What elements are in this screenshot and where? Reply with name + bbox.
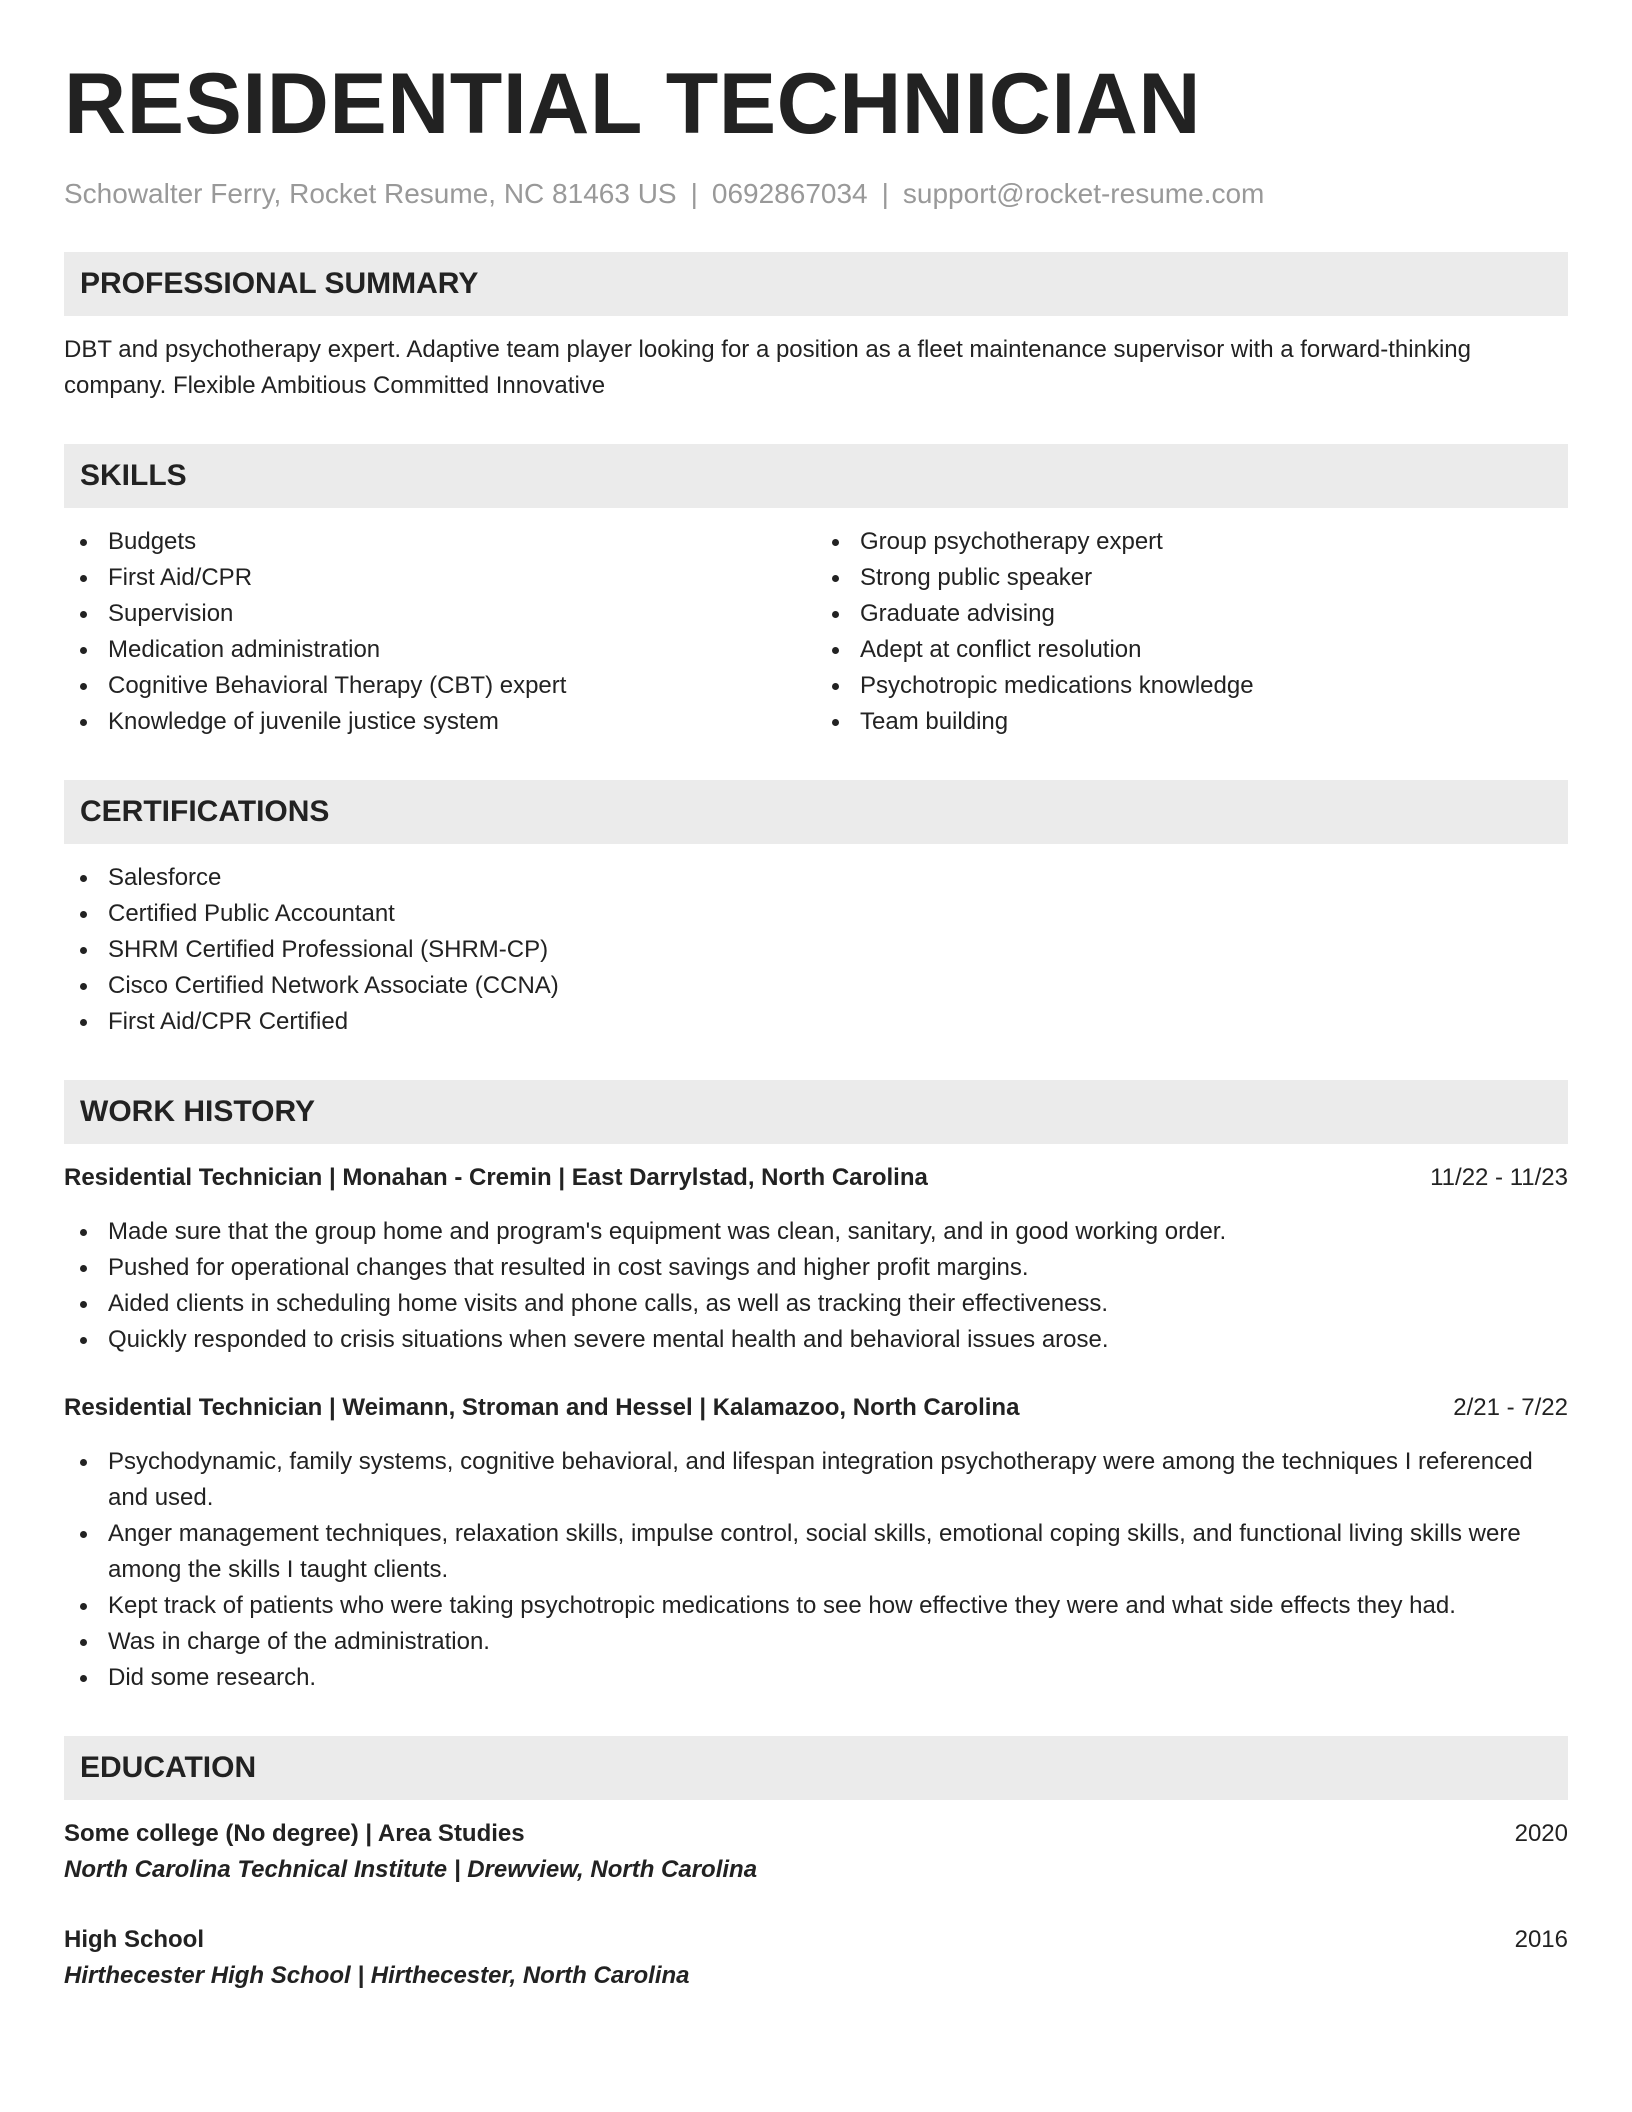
- job-bullets: [64, 1214, 1568, 1358]
- contact-address: Schowalter Ferry, Rocket Resume, NC 81463 US: [64, 178, 677, 209]
- certification-item: First Aid/CPR Certified: [64, 1004, 1568, 1040]
- job-entry: [64, 1160, 1568, 1358]
- certifications-section-title: CERTIFICATIONS: [64, 780, 1568, 844]
- certification-item: Salesforce: [64, 860, 1568, 896]
- skill-item: Psychotropic medications knowledge: [816, 668, 1568, 704]
- skill-item: Group psychotherapy expert: [816, 524, 1568, 560]
- skill-item: Budgets: [64, 524, 816, 560]
- skill-item: Adept at conflict resolution: [816, 632, 1568, 668]
- certifications-list: [64, 860, 1568, 1040]
- job-bullet: Was in charge of the administration.: [64, 1624, 1568, 1660]
- job-header: [64, 1390, 1568, 1426]
- job-dates: 11/22 - 11/23: [1430, 1164, 1568, 1191]
- job-bullet: Made sure that the group home and program's equipment was clean, sanitary, and in good working order.: [64, 1214, 1568, 1250]
- contact-separator: |: [881, 178, 889, 209]
- education-header: [64, 1922, 1568, 1958]
- certification-item: Certified Public Accountant: [64, 896, 1568, 932]
- skill-item: Knowledge of juvenile justice system: [64, 704, 816, 740]
- skills-grid: [64, 524, 1568, 740]
- skills-section-title: SKILLS: [64, 444, 1568, 508]
- skill-item: Team building: [816, 704, 1568, 740]
- job-entry: [64, 1390, 1568, 1696]
- education-entry: [64, 1816, 1568, 1888]
- summary-section-title: PROFESSIONAL SUMMARY: [64, 252, 1568, 316]
- contact-email: support@rocket-resume.com: [902, 178, 1265, 209]
- job-bullets: [64, 1444, 1568, 1696]
- job-bullet: Pushed for operational changes that resulted in cost savings and higher profit margins.: [64, 1250, 1568, 1286]
- summary-text: DBT and psychotherapy expert. Adaptive team player looking for a position as a fleet maintenance supervisor with a forward-thinking company. Flexible Ambitious Committed Innovative: [64, 336, 1471, 399]
- job-bullet: Did some research.: [64, 1660, 1568, 1696]
- education-school: Hirthecester High School | Hirthecester, North Carolina: [64, 1962, 690, 1989]
- education-year: 2016: [1514, 1926, 1568, 1953]
- skill-item: Cognitive Behavioral Therapy (CBT) expert: [64, 668, 816, 704]
- job-bullet: Aided clients in scheduling home visits and phone calls, as well as tracking their effectiveness.: [64, 1286, 1568, 1322]
- skill-item: First Aid/CPR: [64, 560, 816, 596]
- certification-item: SHRM Certified Professional (SHRM-CP): [64, 932, 1568, 968]
- job-title: Residential Technician | Weimann, Stroman and Hessel | Kalamazoo, North Carolina: [64, 1394, 1020, 1421]
- education-entry: [64, 1922, 1568, 1994]
- skills-list-right: [816, 524, 1568, 740]
- job-bullet: Quickly responded to crisis situations when severe mental health and behavioral issues arose.: [64, 1322, 1568, 1358]
- education-degree: High School: [64, 1926, 204, 1953]
- education-section-title: EDUCATION: [64, 1736, 1568, 1800]
- candidate-name: RESIDENTIAL TECHNICIAN: [64, 56, 1202, 152]
- contact-line: [64, 176, 1568, 212]
- job-dates: 2/21 - 7/22: [1453, 1394, 1568, 1421]
- contact-phone: 0692867034: [711, 178, 868, 209]
- skills-list-left: [64, 524, 816, 740]
- education-school: North Carolina Technical Institute | Drewview, North Carolina: [64, 1856, 758, 1883]
- skill-item: Medication administration: [64, 632, 816, 668]
- education-degree: Some college (No degree) | Area Studies: [64, 1820, 525, 1847]
- education-header: [64, 1816, 1568, 1852]
- job-bullet: Kept track of patients who were taking psychotropic medications to see how effective they were and what side effects they had.: [64, 1588, 1568, 1624]
- skill-item: Supervision: [64, 596, 816, 632]
- contact-separator: |: [690, 178, 698, 209]
- job-bullet: Psychodynamic, family systems, cognitive behavioral, and lifespan integration psychotherapy were among the techniques I referenced and used.: [64, 1444, 1568, 1516]
- skill-item: Strong public speaker: [816, 560, 1568, 596]
- certification-item: Cisco Certified Network Associate (CCNA): [64, 968, 1568, 1004]
- job-title: Residential Technician | Monahan - Cremin | East Darrylstad, North Carolina: [64, 1164, 928, 1191]
- work-history-section-title: WORK HISTORY: [64, 1080, 1568, 1144]
- skill-item: Graduate advising: [816, 596, 1568, 632]
- education-year: 2020: [1514, 1820, 1568, 1847]
- job-bullet: Anger management techniques, relaxation skills, impulse control, social skills, emotional coping skills, and functional living skills were among the skills I taught clients.: [64, 1516, 1568, 1588]
- job-header: [64, 1160, 1568, 1196]
